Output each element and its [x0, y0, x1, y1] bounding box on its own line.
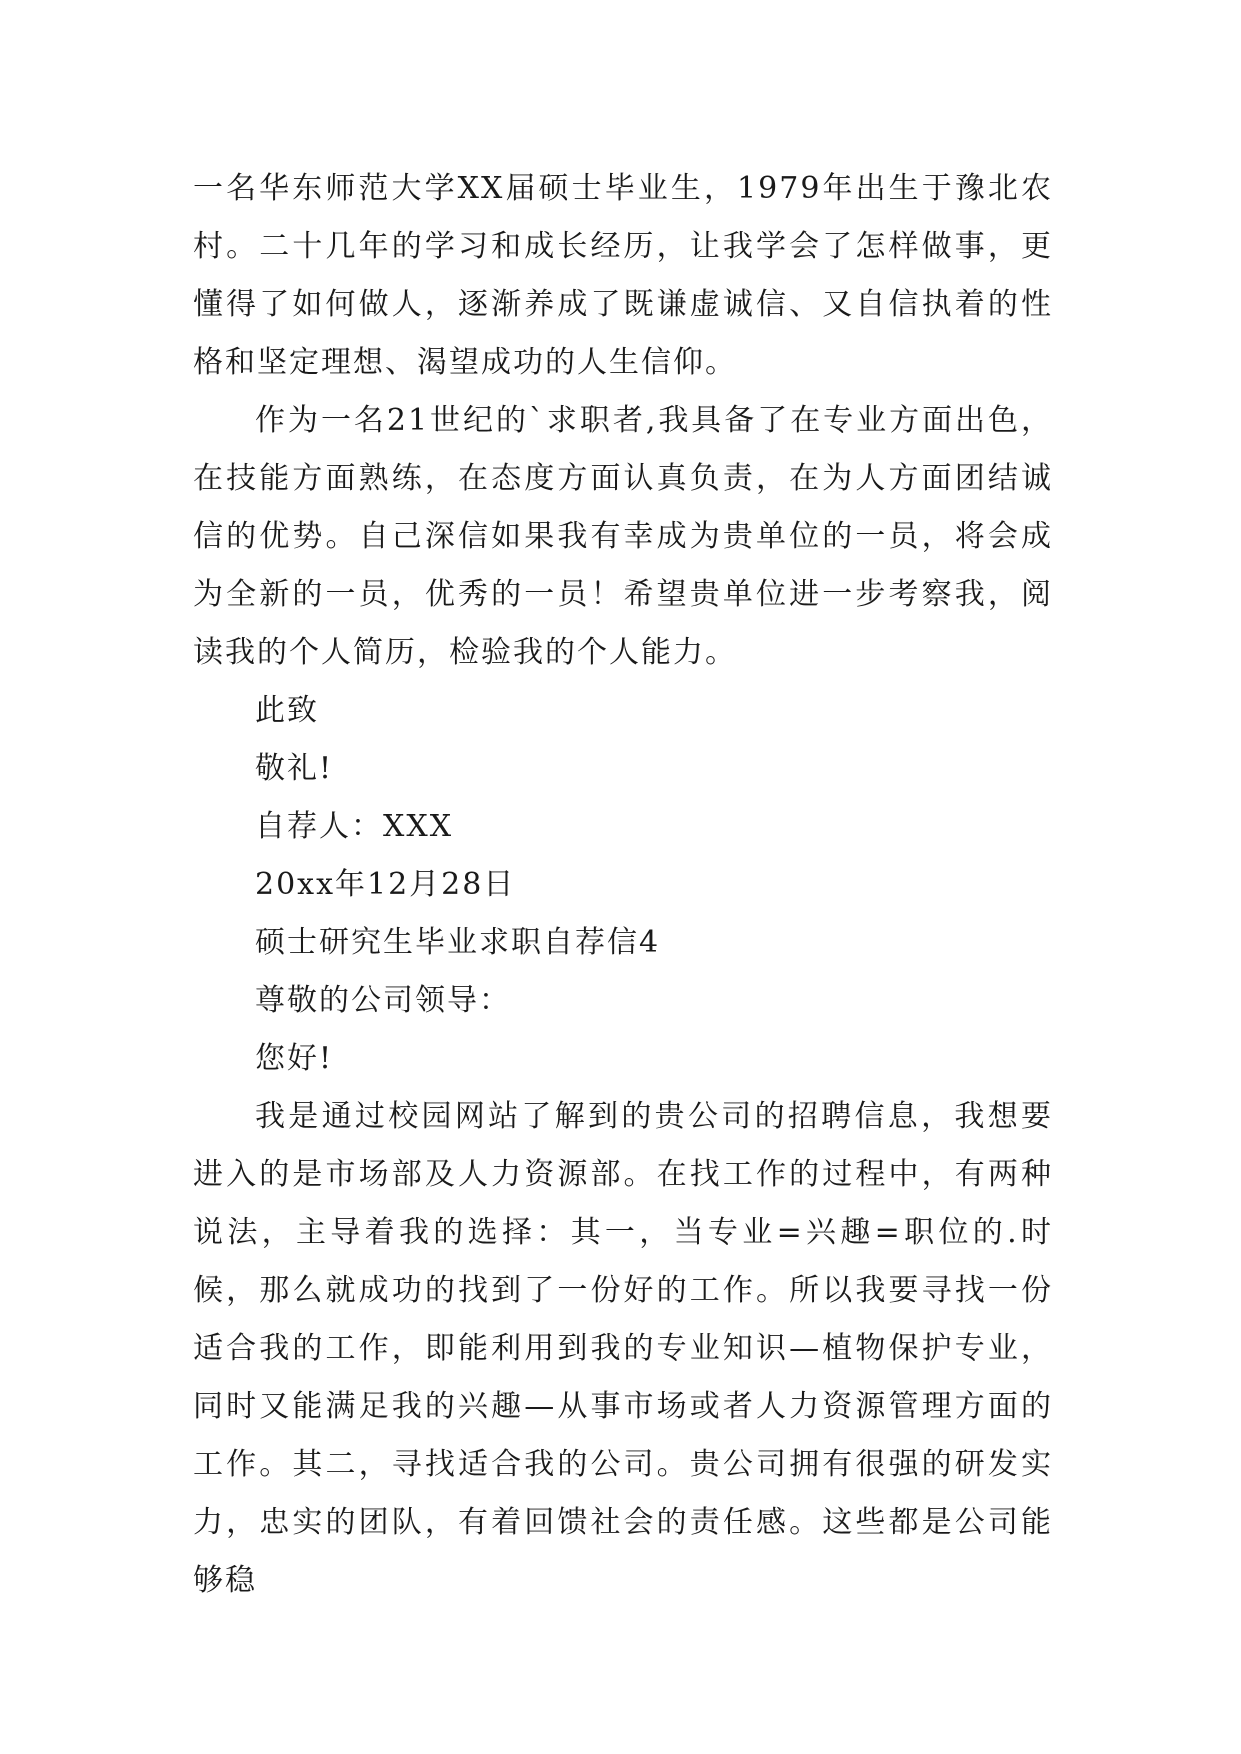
section-title: 硕士研究生毕业求职自荐信4 [255, 925, 661, 960]
paragraph-intro: 一名华东师范大学XX届硕士毕业生，1979年出生于豫北农村。二十几年的学习和成长经历，让我学会了怎样做事，更懂得了如何做人，逐渐养成了既谦虚诚信、又自信执着的性格和坚定理想、渴望成功的人生信仰。 [193, 171, 1053, 380]
closing-respect: 敬礼! [255, 751, 334, 786]
closing-salutation: 此致 [255, 693, 319, 728]
signature-line: 自荐人：XXX [255, 809, 454, 844]
date-line: 20xx年12月28日 [255, 867, 516, 902]
document-page [193, 160, 1053, 1610]
paragraph-body: 我是通过校园网站了解到的贵公司的招聘信息，我想要进入的是市场部及人力资源部。在找工作的过程中，有两种说法，主导着我的选择：其一，当专业=兴趣=职位的.时候，那么就成功的找到了一份好的工作。所以我要寻找一份适合我的工作，即能利用到我的专业知识—植物保护专业，同时又能满足我的兴趣—从事市场或者人力资源管理方面的工作。其二，寻找适合我的公司。贵公司拥有很强的研发实力，忠实的团队，有着回馈社会的责任感。这些都是公司能够稳 [193, 1099, 1053, 1598]
hello-line: 您好! [255, 1041, 334, 1076]
greeting-line: 尊敬的公司领导： [255, 983, 511, 1018]
paragraph-advantages: 作为一名21世纪的`求职者,我具备了在专业方面出色，在技能方面熟练，在态度方面认真负责，在为人方面团结诚信的优势。自己深信如果我有幸成为贵单位的一员，将会成为全新的一员，优秀的一员！希望贵单位进一步考察我，阅读我的个人简历，检验我的个人能力。 [193, 403, 1053, 670]
